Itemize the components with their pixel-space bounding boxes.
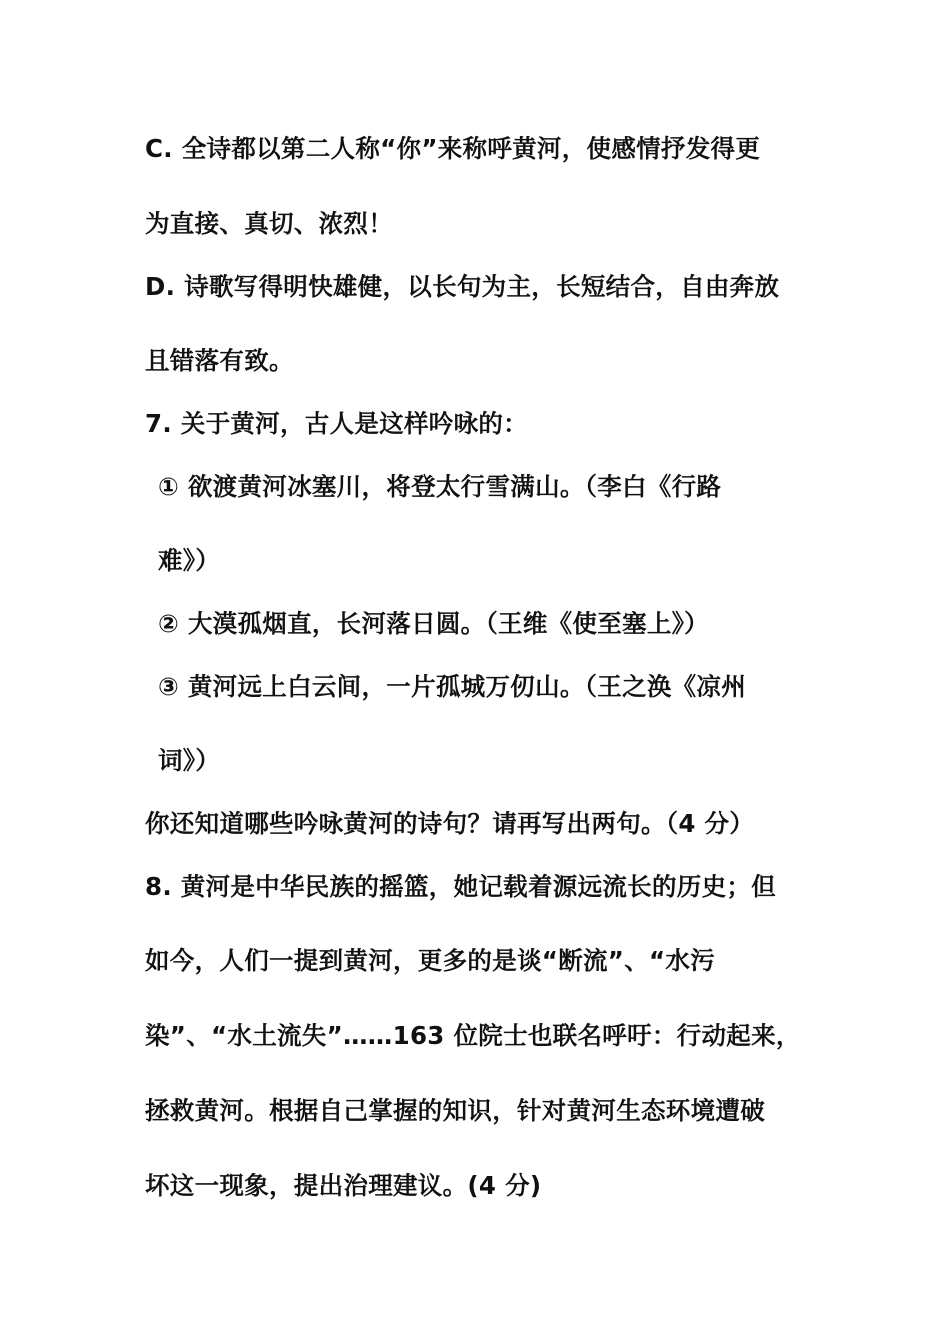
q7-prompt: 你还知道哪些吟咏黄河的诗句？请再写出两句。（4 分）: [145, 809, 755, 838]
q8-line3: 染”、“水土流失”……163 位院士也联名呼吁：行动起来，: [145, 1021, 801, 1050]
q7-poem3-line2: 词》）: [158, 746, 221, 775]
q6-option-d-line1: D. 诗歌写得明快雄健，以长句为主，长短结合，自由奔放: [145, 272, 780, 301]
q7-poem2: ② 大漠孤烟直，长河落日圆。（王维《使至塞上》）: [158, 609, 709, 638]
q6-option-c-line2: 为直接、真切、浓烈！: [145, 209, 393, 238]
q8-line4: 拯救黄河。根据自己掌握的知识，针对黄河生态环境遭破: [145, 1096, 765, 1125]
q6-option-c-line1: C. 全诗都以第二人称“你”来称呼黄河，使感情抒发得更: [145, 134, 761, 163]
q7-poem3-line1: ③ 黄河远上白云间，一片孤城万仞山。（王之涣《凉州: [158, 672, 747, 701]
q8-line1: 8. 黄河是中华民族的摇篮，她记载着源远流长的历史；但: [145, 872, 776, 901]
q7-poem1-line2: 难》）: [158, 546, 221, 575]
q6-option-d-line2: 且错落有致。: [145, 346, 294, 375]
q7-stem: 7. 关于黄河，古人是这样吟咏的：: [145, 409, 528, 438]
q8-line2: 如今，人们一提到黄河，更多的是谈“断流”、“水污: [145, 946, 716, 975]
q7-poem1-line1: ① 欲渡黄河冰塞川，将登太行雪满山。（李白《行路: [158, 472, 722, 501]
q8-line5: 坏这一现象，提出治理建议。(4 分): [145, 1171, 542, 1200]
